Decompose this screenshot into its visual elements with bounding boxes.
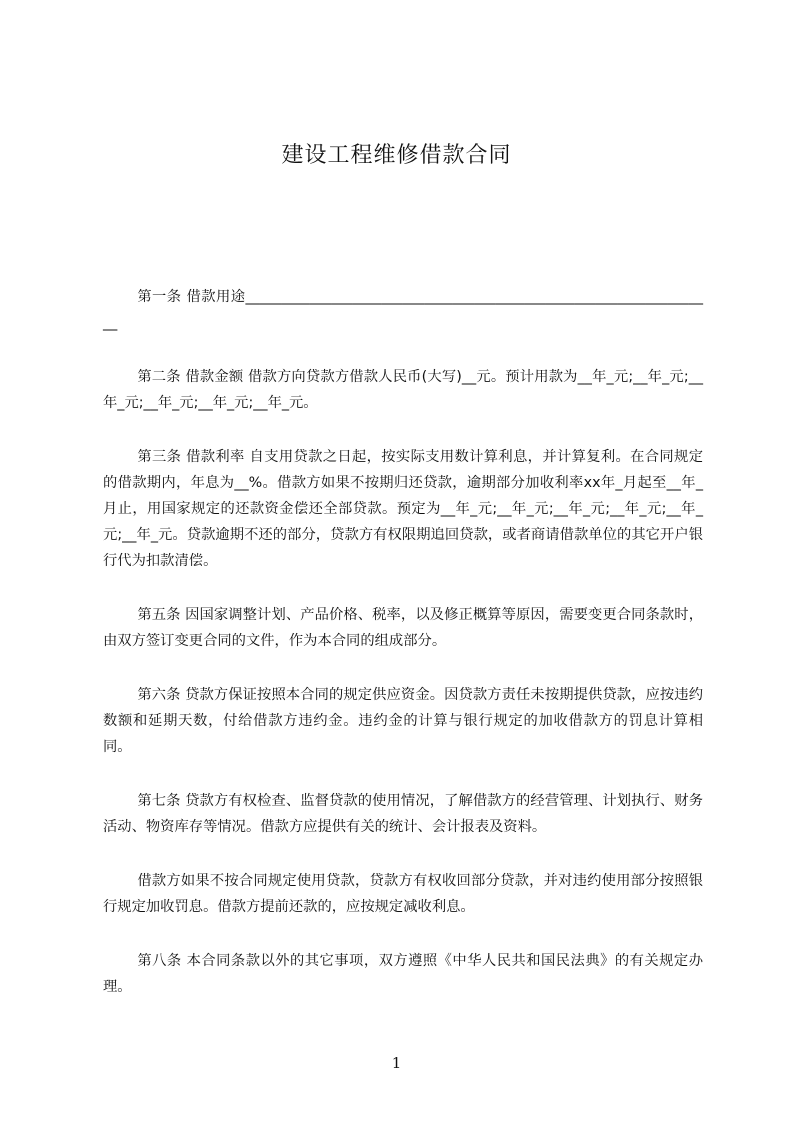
article-5-contract-changes: 第五条 因国家调整计划、产品价格、税率，以及修正概算等原因，需要变更合同条款时，由双方签订变更合同的文件，作为本合同的组成部分。 [103, 607, 703, 649]
article-3-interest-rate: 第三条 借款利率 自支用贷款之日起，按实际支用数计算利息，并计算复利。在合同规定的借款期内，年息为__%。借款方如果不按期归还贷款，逾期部分加收利率xx年_月起至__年_月止，用国家规定的还款资金偿还全部贷款。预定为__年_元;__年_元;__年_元;__年_元;__年_元;__年_元。贷款逾期不还的部分，贷款方有权限期追回贷款，或者商请借款单位的其它开户银行代为扣款清偿。 [103, 449, 703, 569]
page-number: 1 [391, 1054, 402, 1072]
document-title: 建设工程维修借款合同 [281, 143, 512, 168]
article-6-lender-guarantee: 第六条 贷款方保证按照本合同的规定供应资金。因贷款方责任未按期提供贷款，应按违约数额和延期天数，付给借款方违约金。违约金的计算与银行规定的加收借款方的罚息计算相同。 [103, 687, 703, 755]
article-7-misuse-penalty: 借款方如果不按合同规定使用贷款，贷款方有权收回部分贷款，并对违约使用部分按照银行规定加收罚息。借款方提前还款的，应按规定减收利息。 [103, 873, 703, 915]
article-1-purpose: 第一条 借款用途__________________________________________________________________ [103, 289, 703, 331]
article-8-other-matters: 第八条 本合同条款以外的其它事项，双方遵照《中华人民共和国民法典》的有关规定办理。 [103, 953, 703, 995]
article-2-amount: 第二条 借款金额 借款方向贷款方借款人民币(大写)__元。预计用款为__年_元;__年_元;__年_元;__年_元;__年_元;__年_元。 [103, 369, 703, 411]
document-body [103, 284, 703, 1028]
article-7-supervision: 第七条 贷款方有权检查、监督贷款的使用情况，了解借款方的经营管理、计划执行、财务活动、物资库存等情况。借款方应提供有关的统计、会计报表及资料。 [103, 793, 703, 835]
